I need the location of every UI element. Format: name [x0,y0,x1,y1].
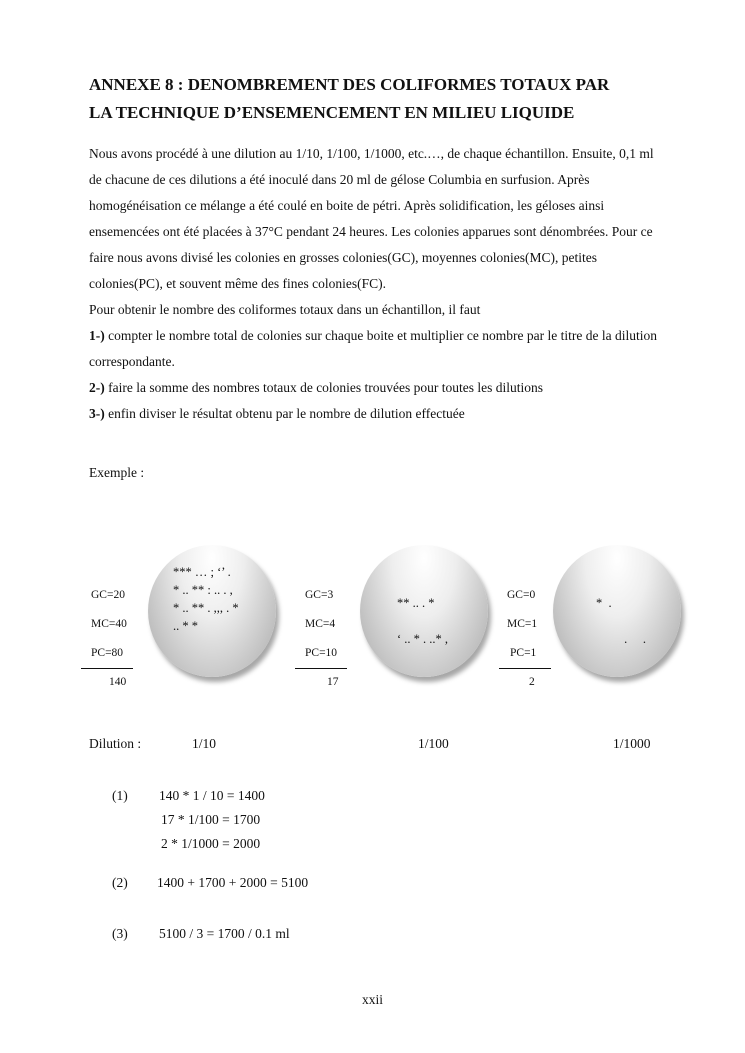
dilution-2: 1/100 [418,736,449,751]
dish1-gc: GC=20 [91,589,125,601]
dish2-mc: MC=4 [305,618,336,630]
calc-result-line: 5100 / 3 = 1700 / 0.1 ml [159,926,290,941]
page-number: xxii [361,992,383,1007]
calc-step-1-number: (1) [112,788,128,803]
dish1-sum-line [81,668,133,669]
dish1-total: 140 [109,676,127,688]
dish1-colonies: *** … ; ‘’ . * .. ** : .. . , * .. ** . ,,, . * .. * * [173,565,239,633]
calc-step-3-number: (3) [112,926,128,941]
dish3-total: 2 [529,676,535,688]
step-1-text: compter le nombre total de colonies sur chaque boite et multiplier ce nombre par le titre de la dilution correspondante. [89,328,657,369]
step-2 [89,375,669,401]
step-1-number: 1-) [89,328,105,343]
dilution-1: 1/10 [192,736,217,751]
step-3 [89,401,669,427]
dilution-label: Dilution : [89,736,142,751]
calc-sum-line: 1400 + 1700 + 2000 = 5100 [157,875,309,890]
dish2-total: 17 [327,676,339,688]
dish1-pc: PC=80 [91,647,124,659]
example-label: Exemple : [89,465,145,480]
annex-title-line1: ANNEXE 8 : DENOMBREMENT DES COLIFORMES TOTAUX PAR [89,75,610,94]
step-3-text: enfin diviser le résultat obtenu par le nombre de dilution effectuée [104,406,465,421]
dish2-pc: PC=10 [305,647,338,659]
dish2-sum-line [295,668,347,669]
dish3-gc: GC=0 [507,589,536,601]
dish2-colonies: ** .. . * ‘ .. * . ..* , [397,596,449,646]
annex-title [89,71,689,127]
step-2-text: faire la somme des nombres totaux de colonies trouvées pour toutes les dilutions [104,380,544,395]
step-1 [89,323,669,375]
dilution-3: 1/1000 [613,736,651,751]
step-3-number: 3-) [89,406,105,421]
dish3-sum-line [499,668,551,669]
calc-line-2: 17 * 1/100 = 1700 [161,812,261,827]
calc-step-2-number: (2) [112,875,128,890]
annex-title-line2: LA TECHNIQUE D’ENSEMENCEMENT EN MILIEU LIQUIDE [89,103,575,122]
dish3-colonies: * . . . [596,596,646,646]
lead-sentence: Pour obtenir le nombre des coliformes totaux dans un échantillon, il faut [89,302,481,317]
intro-paragraph: Nous avons procédé à une dilution au 1/10, 1/100, 1/1000, etc.…, de chaque échantillon. Ensuite, 0,1 ml de chacune de ces dilutions a été inoculé dans 20 ml de gélose Columbia en surfusion. Après homogénéisation ce mélange a été coulé en boite de pétri. Après solidification, les géloses ainsi ensemencées ont été placées à 37°C pendant 24 heures. Les colonies apparues sont dénombrées. Pour ce faire nous avons divisé les colonies en grosses colonies(GC), moyennes colonies(MC), petites colonies(PC), et souvent même des fines colonies(FC). [89,146,654,291]
dish3-pc: PC=1 [510,647,537,659]
dish2-gc: GC=3 [305,589,334,601]
calc-line-3: 2 * 1/1000 = 2000 [161,836,261,851]
step-2-number: 2-) [89,380,105,395]
dish1-mc: MC=40 [91,618,127,630]
dish3-mc: MC=1 [507,618,538,630]
method-text [89,141,669,427]
calc-line-1: 140 * 1 / 10 = 1400 [159,788,265,803]
